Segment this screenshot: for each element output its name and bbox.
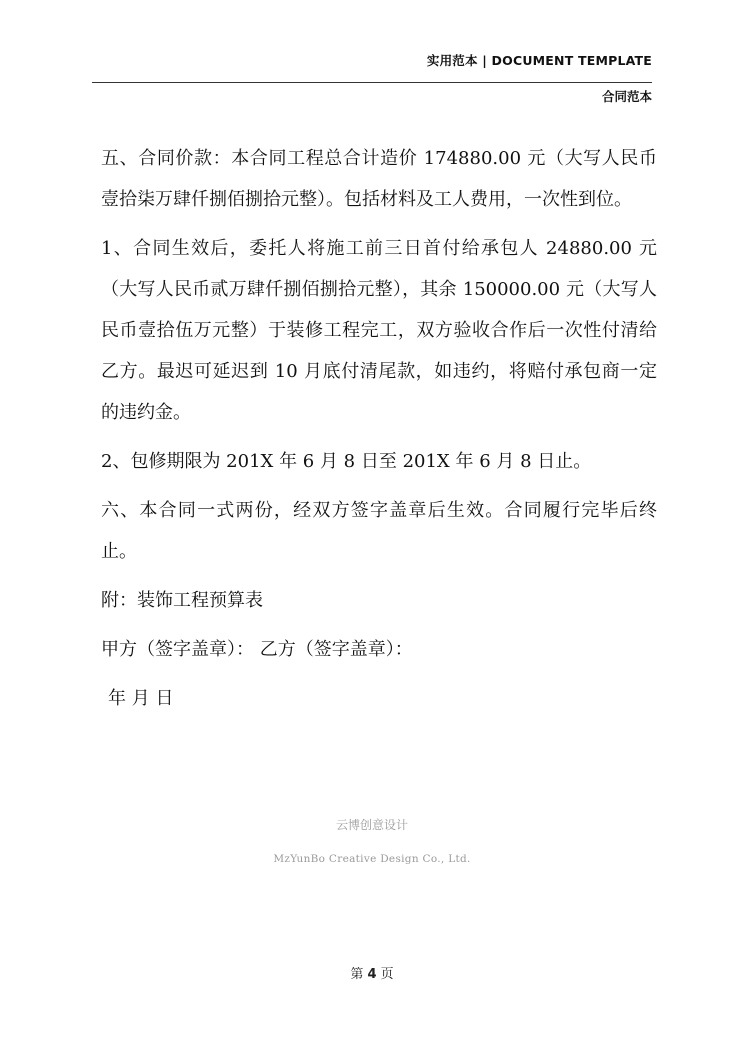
- footer-company-en: MzYunBo Creative Design Co., Ltd.: [273, 853, 471, 865]
- signature-line: 甲方（签字盖章）： 乙方（签字盖章）：: [101, 639, 413, 660]
- contract-body: [101, 138, 657, 719]
- page-number-value: 4: [367, 967, 377, 982]
- header-template-label: 实用范本 | DOCUMENT TEMPLATE: [426, 53, 652, 68]
- page-number: [0, 963, 744, 982]
- footer-company-cn: 云博创意设计: [335, 818, 408, 832]
- header-doc-type: 合同范本: [601, 89, 652, 104]
- attachment-line: 附：装饰工程预算表: [101, 590, 263, 611]
- page-prefix: 第: [350, 967, 364, 982]
- clause-six-copies: 六、本合同一式两份，经双方签字盖章后生效。合同履行完毕后终止。: [101, 500, 657, 562]
- clause-five-price: 五、合同价款：本合同工程总合计造价 174880.00 元（大写人民币壹拾柒万肆仟捌佰捌拾元整）。包括材料及工人费用，一次性到位。: [101, 148, 657, 210]
- date-line: 年 月 日: [108, 688, 174, 709]
- header-divider: [92, 82, 652, 83]
- clause-payment-terms: 1、合同生效后，委托人将施工前三日首付给承包人 24880.00 元（大写人民币贰万肆仟捌佰捌拾元整），其余 150000.00 元（大写人民币壹拾伍万元整）于装修工程完工，双方验收合作后一次性付清给乙方。最迟可延迟到 10 月底付清尾款，如违约，将赔付承包商一定的违约金。: [101, 238, 657, 423]
- page-suffix: 页: [380, 967, 394, 982]
- clause-warranty-period: 2、包修期限为 201X 年 6 月 8 日至 201X 年 6 月 8 日止。: [101, 451, 592, 472]
